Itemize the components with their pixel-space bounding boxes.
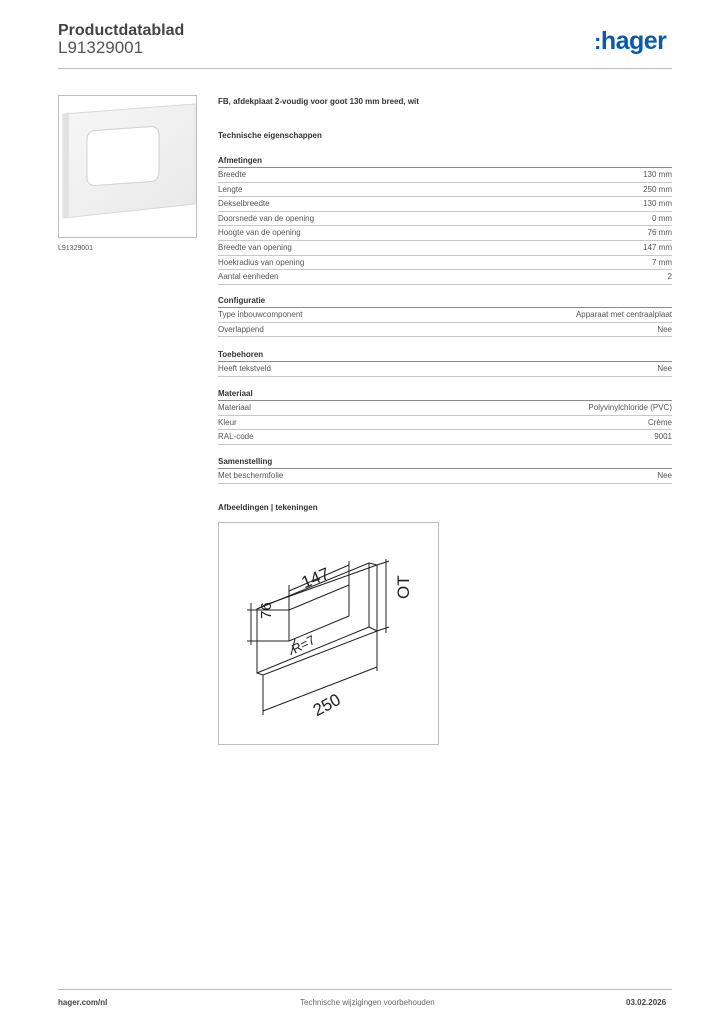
thumbnail-caption: L91329001 bbox=[58, 245, 94, 252]
tech-properties-title: Technische eigenschappen bbox=[218, 131, 322, 140]
row-value: 147 mm bbox=[643, 242, 672, 252]
section-materiaal bbox=[218, 387, 672, 445]
row-label: Kleur bbox=[218, 417, 237, 427]
section-samenstelling bbox=[218, 455, 672, 484]
row-value: Nee bbox=[657, 364, 672, 373]
images-title: Afbeeldingen | tekeningen bbox=[218, 503, 318, 512]
table-row bbox=[218, 430, 672, 445]
row-label: Breedte van opening bbox=[218, 242, 292, 252]
row-label: Materiaal bbox=[218, 403, 251, 412]
dim-radius-label: R=7 bbox=[289, 632, 318, 657]
table-row bbox=[218, 168, 672, 183]
row-value: Polyvinylchloride (PVC) bbox=[588, 403, 672, 412]
dimension-drawing bbox=[219, 523, 438, 744]
dim-ot-label: OT bbox=[394, 575, 413, 599]
row-label: RAL-code bbox=[218, 432, 254, 442]
table-row bbox=[218, 183, 672, 198]
row-value: 250 mm bbox=[643, 184, 672, 194]
table-row bbox=[218, 401, 672, 416]
row-value: Crème bbox=[647, 417, 672, 427]
dim-length-label: 250 bbox=[309, 689, 344, 721]
table-row bbox=[218, 469, 672, 484]
row-label: Overlappend bbox=[218, 324, 264, 334]
row-label: Doorsnede van de opening bbox=[218, 213, 315, 223]
section-title: Toebehoren bbox=[218, 348, 672, 362]
row-label: Lengte bbox=[218, 184, 243, 194]
table-row bbox=[218, 270, 672, 285]
logo-prefix: : bbox=[594, 29, 601, 54]
footer-date: 03.02.2026 bbox=[626, 998, 667, 1007]
row-value: 0 mm bbox=[652, 213, 672, 223]
row-label: Hoogte van de opening bbox=[218, 228, 301, 238]
footer-divider bbox=[58, 989, 672, 990]
header-divider bbox=[58, 68, 672, 69]
row-value: Apparaat met centraalplaat bbox=[575, 310, 672, 319]
dim-height-label: 76 bbox=[258, 602, 275, 619]
table-row bbox=[218, 323, 672, 338]
row-value: Nee bbox=[657, 324, 672, 334]
row-label: Dekselbreedte bbox=[218, 199, 270, 209]
section-configuratie bbox=[218, 294, 672, 337]
table-row bbox=[218, 308, 672, 323]
product-description: FB, afdekplaat 2-voudig voor goot 130 mm breed, wit bbox=[218, 97, 419, 106]
table-row bbox=[218, 226, 672, 241]
section-afmetingen bbox=[218, 154, 672, 285]
table-row bbox=[218, 362, 672, 377]
section-title: Materiaal bbox=[218, 387, 672, 401]
technical-drawing bbox=[218, 522, 439, 745]
section-title: Samenstelling bbox=[218, 455, 672, 469]
row-value: 7 mm bbox=[652, 257, 672, 267]
page-title: Productdatablad bbox=[58, 22, 185, 39]
logo-text: hager bbox=[600, 27, 667, 55]
footer-website[interactable]: hager.com/nl bbox=[58, 998, 108, 1007]
table-row bbox=[218, 212, 672, 227]
product-code: L91329001 bbox=[58, 38, 144, 57]
product-thumbnail bbox=[58, 95, 197, 238]
row-value: 130 mm bbox=[643, 199, 672, 209]
table-row bbox=[218, 256, 672, 271]
row-label: Heeft tekstveld bbox=[218, 364, 271, 373]
table-row bbox=[218, 241, 672, 256]
footer-note: Technische wijzigingen voorbehouden bbox=[300, 998, 435, 1007]
row-label: Type inbouwcomponent bbox=[218, 310, 303, 319]
row-value: 9001 bbox=[654, 432, 672, 442]
row-label: Met beschermfolie bbox=[218, 471, 284, 480]
row-value: 76 mm bbox=[647, 228, 672, 238]
dim-width-label: 147 bbox=[298, 564, 333, 593]
row-label: Aantal eenheden bbox=[218, 272, 279, 282]
section-title: Afmetingen bbox=[218, 154, 672, 168]
row-value: Nee bbox=[657, 471, 672, 480]
row-value: 2 bbox=[667, 272, 672, 282]
row-label: Hoekradius van opening bbox=[218, 257, 305, 267]
table-row bbox=[218, 416, 672, 431]
cover-plate-image bbox=[59, 96, 196, 237]
row-value: 130 mm bbox=[643, 170, 672, 179]
table-row bbox=[218, 197, 672, 212]
row-label: Breedte bbox=[218, 170, 247, 179]
section-title: Configuratie bbox=[218, 294, 672, 308]
section-toebehoren bbox=[218, 348, 672, 377]
hager-logo bbox=[594, 27, 666, 56]
